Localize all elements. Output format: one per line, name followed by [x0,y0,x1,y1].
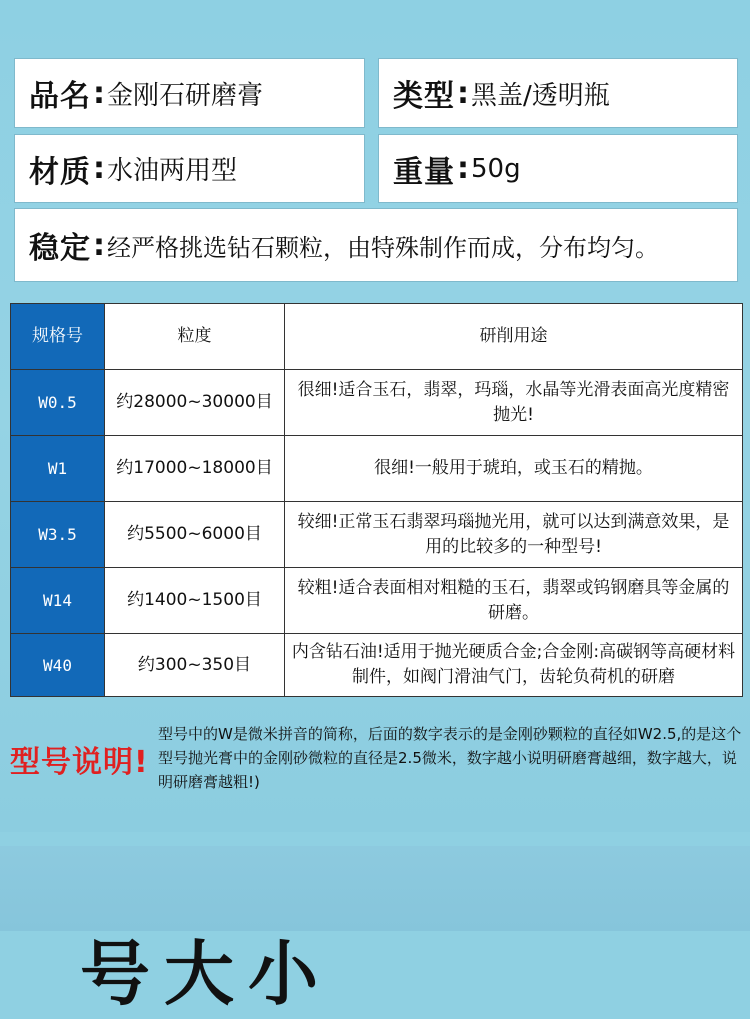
stability-sep: : [93,227,105,263]
product-name-sep: : [93,75,105,111]
grit-cell: 约300~350目 [105,634,285,697]
table-row [11,634,743,697]
grit-cell: 约5500~6000目 [105,502,285,568]
use-text: 很细!一般用于琥珀，或玉石的精抛。 [374,458,653,478]
grit-cell: 约17000~18000目 [105,436,285,502]
spec-cell: W14 [11,568,105,634]
use-cell [285,370,743,436]
table-header-row [11,304,743,370]
use-cell [285,568,743,634]
table-row [11,502,743,568]
weight-key: 重量 [393,154,455,190]
product-type-key: 类型 [393,79,455,114]
header-use: 研削用途 [285,304,743,370]
spec-cell: W3.5 [11,502,105,568]
header-grit: 粒度 [105,304,285,370]
table-row [11,568,743,634]
grit-cell: 约28000~30000目 [105,370,285,436]
table-row [11,370,743,436]
weight-value: 50g [471,153,521,184]
use-text: 很细!适合玉石，翡翠，玛瑙，水晶等光滑表面高光度精密抛光! [297,379,730,425]
weight-box [378,134,738,203]
use-text: 较细!正常玉石翡翠玛瑙抛光用，就可以达到满意效果，是用的比较多的一种型号! [297,511,730,557]
spec-table [10,303,743,697]
bottom-section [0,846,750,1015]
bottom-title: 号大小 [80,933,332,1015]
product-name-key: 品名 [29,79,91,114]
product-type-value: 黑盖/透明瓶 [471,80,610,111]
product-type-box [378,58,738,128]
stability-key: 稳定 [29,231,91,266]
use-cell [285,502,743,568]
material-box [14,134,365,203]
weight-sep: : [457,151,469,186]
header-spec: 规格号 [11,304,105,370]
stability-box [14,208,738,282]
use-cell [285,634,743,697]
use-text: 较粗!适合表面相对粗糙的玉石，翡翠或钨钢磨具等金属的研磨。 [297,577,730,623]
product-name-box [14,58,365,128]
table-row [11,436,743,502]
product-type-sep: : [457,75,469,111]
spec-cell: W40 [11,634,105,697]
material-value: 水油两用型 [107,156,238,186]
use-cell [285,436,743,502]
model-note-text: 型号中的W是微米拼音的简称，后面的数字表示的是金刚砂颗粒的直径如W2.5,的是这个型号抛光膏中的金刚砂微粒的直径是2.5微米，数字越小说明研磨膏越细，数字越大，说明研磨膏越粗!) [158,725,742,791]
stability-value: 经严格挑选钻石颗粒，由特殊制作而成，分布均匀。 [107,233,659,262]
grit-cell: 约1400~1500目 [105,568,285,634]
model-note-title: 型号说明! [10,745,149,780]
material-sep: : [93,151,105,186]
spec-cell: W0.5 [11,370,105,436]
use-text: 内含钻石油!适用于抛光硬质合金;合金刚:高碳钢等高硬材料制件，如阀门滑油气门，齿轮负荷机的研磨 [291,642,736,687]
product-name-value: 金刚石研磨膏 [107,80,264,111]
material-key: 材质 [29,154,91,190]
spec-cell: W1 [11,436,105,502]
